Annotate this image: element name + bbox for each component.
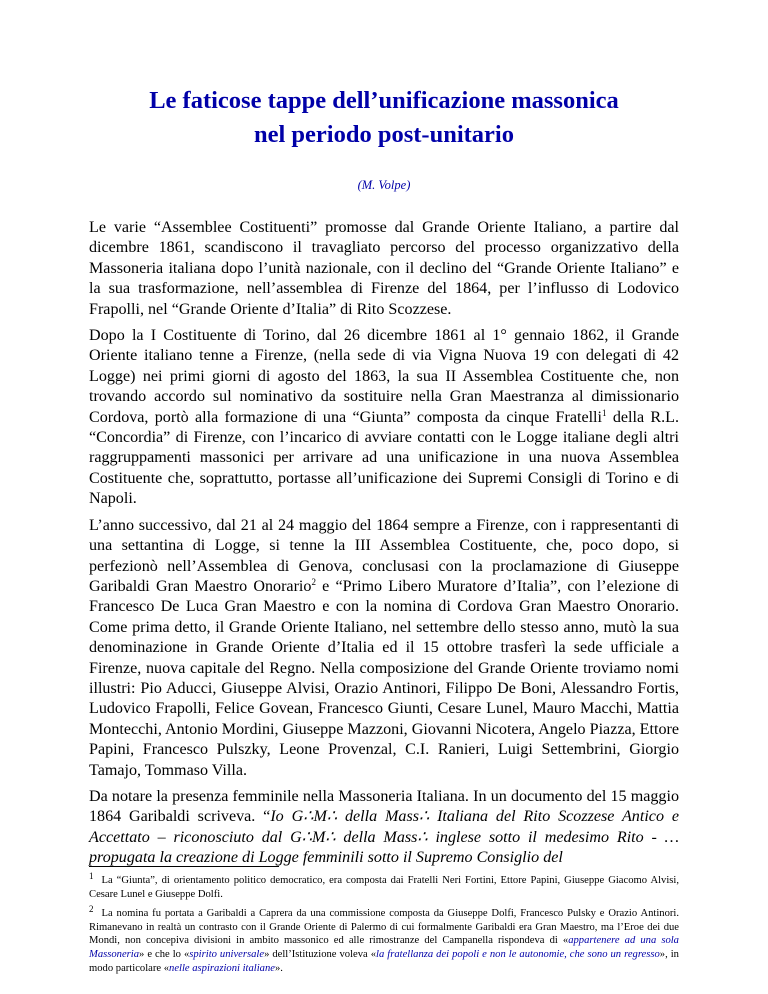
article-body	[89, 218, 679, 875]
footnote-separator	[89, 866, 279, 867]
footnote-2-quote-4: nelle aspirazioni italiane	[169, 962, 275, 974]
paragraph-4	[89, 787, 679, 869]
paragraph-3-text-b: e “Primo Libero Muratore d’Italia”, con l’elezione di Francesco De Luca Gran Maestro e con la nomina di Cordova Gran Maestro Onorario. Come prima detto, il Grande Oriente Italiano, nel settembre dello stesso anno, mutò la sua denominazione in Grande Oriente d’Italia ed il 15 ottobre trasferì la sede ufficiale a Firenze, nuova capitale del Regno. Nella composizione del Grande Oriente troviamo nomi illustri: Pio Aducci, Giuseppe Alvisi, Orazio Antinori, Filippo De Boni, Alessandro Fortis, Ludovico Frapolli, Felice Govean, Francesco Giunti, Cesare Lunel, Mauro Macchi, Mattia Montecchi, Antonio Mordini, Giuseppe Mazzoni, Giovanni Nicotera, Angelo Piazza, Ettore Papini, Francesco Pulszky, Leone Provenzal, C.I. Ranieri, Luigi Settembrini, Giorgio Tamajo, Tommaso Villa.	[89, 577, 679, 779]
footnote-2	[89, 904, 679, 975]
footnote-ref-1[interactable]: 1	[602, 407, 607, 418]
footnote-ref-2[interactable]: 2	[311, 576, 316, 587]
page-title	[0, 84, 768, 152]
paragraph-2-text-a: Dopo la I Costituente di Torino, dal 26 dicembre 1861 al 1° gennaio 1862, il Grande Oriente italiano tenne a Firenze, (nella sede di via Vigna Nuova 19 con delegati di 42 Logge) nei primi giorni di agosto del 1863, la sua II Assemblea Costituente che, non trovando accordo sul nominativo da sostituire nella Gran Maestranza al dimissionario Cordova, portò alla formazione di una “Giunta” composta da cinque Fratelli	[89, 327, 679, 426]
title-line-1: Le faticose tappe dell’unificazione massonica	[149, 87, 619, 114]
footnote-2-marker: 2	[89, 904, 94, 915]
paragraph-1: Le varie “Assemblee Costituenti” promosse dal Grande Oriente Italiano, a partire dal dicembre 1861, scandiscono il travagliato percorso del processo organizzativo della Massoneria italiana dopo l’unità nazionale, con il declino del “Grande Oriente Italiano” e la sua trasformazione, nell’assemblea di Firenze del 1864, per l’influsso di Lodovico Frapolli, nel “Grande Oriente d’Italia” di Rito Scozzese.	[89, 219, 679, 318]
footnote-1	[89, 871, 679, 901]
paragraph-3	[89, 516, 679, 781]
author-byline: (M. Volpe)	[357, 178, 411, 192]
footnote-2-text-a: La nomina fu portata a Garibaldi a Caprera da una commissione composta da Giuseppe Dolfi, Francesco Pulsky e Orazio Antinori. Rimanevano in realtà un contrasto con il Grande Oriente di Palermo di cui formalmente Garibaldi era Gran Maestro, ma l’Eroe dei due Mondi, non concepiva divisioni in ambito massonico ed alle rimostranze del Campanella rispondeva di «	[89, 908, 679, 947]
footnote-2-text-c: » dell’Istituzione voleva «	[264, 948, 377, 960]
footnotes	[89, 871, 679, 981]
footnote-1-marker: 1	[89, 871, 94, 881]
footnote-2-text-e: ».	[274, 962, 283, 974]
footnote-2-text-d: », in modo particolare «	[89, 948, 679, 974]
paragraph-2-text-b: della R.L. “Concordia” di Firenze, con l’incarico di avviare contatti con le Logge italiane degli altri raggruppamenti massonici per arrivare ad una unificazione in una nuova Assemblea Costituente che, soprattutto, portasse all’unificazione dei Supremi Consigli di Torino e di Napoli.	[89, 408, 679, 508]
title-line-2: nel periodo post-unitario	[254, 121, 514, 148]
paragraph-2	[89, 326, 679, 510]
paragraph-4-text: Da notare la presenza femminile nella Massoneria Italiana. In un documento del 15 maggio 1864 Garibaldi scriveva. “	[89, 787, 679, 826]
footnote-2-quote-3: la fratellanza dei popoli e non le autonomie, che sono un regresso	[376, 948, 660, 960]
footnote-1-text: La “Giunta”, di orientamento politico democratico, era composta dai Fratelli Neri Fortini, Ettore Papini, Giuseppe Giacomo Alvisi, Cesare Lunel e Giuseppe Dolfi.	[89, 875, 679, 900]
footnote-2-quote-2: spirito universale	[189, 948, 265, 960]
footnote-2-quote-1: appartenere ad una sola Massoneria	[89, 935, 679, 960]
paragraph-4-quote: Io G∴M∴ della Mass∴ Italiana del Rito Scozzese Antico e Accettato – riconosciuto dal G∴M∴ della Mass∴ inglese sotto il medesimo Rito - … propugata la creazione di Logge femminili sotto il Supremo Consiglio del	[89, 808, 679, 867]
footnote-2-text-b: » e che lo «	[139, 948, 190, 960]
paragraph-3-text-a: L’anno successivo, dal 21 al 24 maggio del 1864 sempre a Firenze, con i rappresentanti di una settantina di Logge, si tenne la III Assemblea Costituente, che, poco dopo, si perfezionò nell’Assemblea di Genova, conclusasi con la proclamazione di Giuseppe Garibaldi Gran Maestro Onorario	[89, 516, 679, 595]
